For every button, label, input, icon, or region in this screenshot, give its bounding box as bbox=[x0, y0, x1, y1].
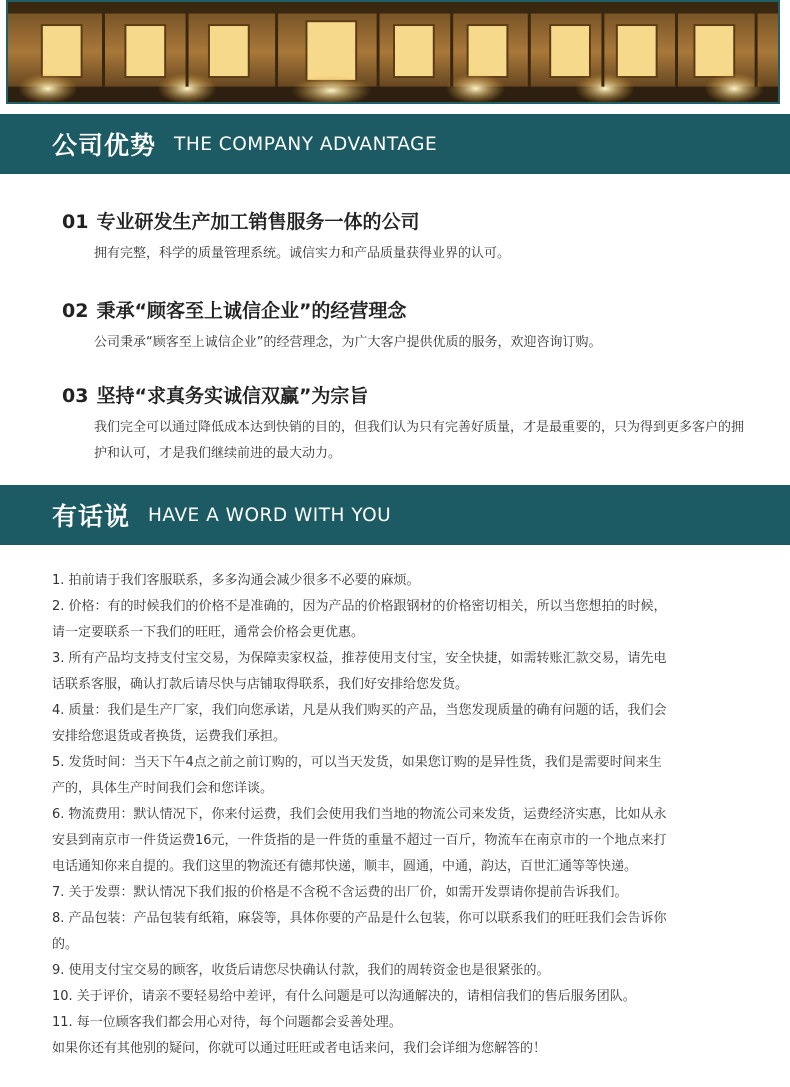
note-line: 安县到南京市一件货运费16元，一件货指的是一件货的重量不超过一百斤，物流车在南京市的一个地点来打 bbox=[52, 833, 667, 848]
note-line: 4. 质量：我们是生产厂家，我们向您承诺，凡是从我们购买的产品，当您发现质量的确有问题的话，我们会 bbox=[52, 703, 667, 718]
have-a-word-header bbox=[0, 485, 790, 545]
advantage-item-2 bbox=[62, 296, 752, 356]
notes-list bbox=[52, 568, 742, 1062]
section-title-en: THE COMPANY ADVANTAGE bbox=[174, 133, 438, 155]
advantage-title bbox=[62, 296, 752, 323]
advantage-title bbox=[62, 381, 752, 408]
note-line: 8. 产品包装：产品包装有纸箱，麻袋等，具体你要的产品是什么包装，你可以联系我们的旺旺我们会告诉你 bbox=[52, 911, 667, 926]
note-line: 的。 bbox=[52, 937, 79, 952]
advantage-number: 01 bbox=[62, 211, 89, 233]
note-line: 电话通知你来自提的。我们这里的物流还有德邦快递，顺丰，圆通，中通，韵达，百世汇通等等快递。 bbox=[52, 859, 638, 874]
note-line: 11. 每一位顾客我们都会用心对待，每个问题都会妥善处理。 bbox=[52, 1015, 402, 1030]
note-line: 3. 所有产品均支持支付宝交易，为保障卖家权益，推荐使用支付宝，安全快捷，如需转账汇款交易，请先电 bbox=[52, 651, 667, 666]
note-line: 话联系客服，确认打款后请尽快与店铺取得联系，我们好安排给您发货。 bbox=[52, 677, 469, 692]
note-line: 请一定要联系一下我们的旺旺，通常会价格会更优惠。 bbox=[52, 625, 365, 640]
advantage-item-3 bbox=[62, 381, 752, 467]
advantage-heading: 坚持“求真务实诚信双赢”为宗旨 bbox=[96, 385, 369, 407]
note-line: 如果你还有其他别的疑问，你就可以通过旺旺或者电话来问，我们会详细为您解答的！ bbox=[52, 1041, 547, 1056]
advantage-number: 02 bbox=[62, 300, 89, 322]
company-advantage-header bbox=[0, 114, 790, 174]
advantage-description: 公司秉承“顾客至上诚信企业”的经营理念，为广大客户提供优质的服务，欢迎咨询订购。 bbox=[94, 335, 602, 350]
note-line: 1. 拍前请于我们客服联系，多多沟通会减少很多不必要的麻烦。 bbox=[52, 573, 420, 588]
note-line: 安排给您退货或者换货，运费我们承担。 bbox=[52, 729, 287, 744]
note-line: 9. 使用支付宝交易的顾客，收货后请您尽快确认付款，我们的周转资金也是很紧张的。 bbox=[52, 963, 550, 978]
building-banner-image bbox=[6, 0, 780, 104]
section-title-zh: 有话说 bbox=[52, 502, 131, 531]
note-line: 5. 发货时间：当天下午4点之前之前订购的，可以当天发货，如果您订购的是异性货，我们是需要时间来生 bbox=[52, 755, 662, 770]
advantage-description: 拥有完整，科学的质量管理系统。诚信实力和产品质量获得业界的认可。 bbox=[94, 246, 511, 261]
note-line: 7. 关于发票：默认情况下我们报的价格是不含税不含运费的出厂价，如需开发票请你提前告诉我们。 bbox=[52, 885, 628, 900]
note-line: 10. 关于评价，请亲不要轻易给中差评，有什么问题是可以沟通解决的，请相信我们的售后服务团队。 bbox=[52, 989, 636, 1004]
section-title-zh: 公司优势 bbox=[52, 131, 157, 160]
advantage-number: 03 bbox=[62, 385, 89, 407]
building-facade-illustration bbox=[8, 2, 778, 102]
advantage-title bbox=[62, 207, 752, 234]
note-line: 产的，具体生产时间我们会和您详谈。 bbox=[52, 781, 274, 796]
advantage-item-1 bbox=[62, 207, 752, 267]
advantage-heading: 专业研发生产加工销售服务一体的公司 bbox=[96, 211, 420, 233]
note-line: 2. 价格：有的时候我们的价格不是准确的，因为产品的价格跟钢材的价格密切相关，所以当您想拍的时候， bbox=[52, 599, 667, 614]
note-line: 6. 物流费用：默认情况下，你来付运费，我们会使用我们当地的物流公司来发货，运费经济实惠，比如从永 bbox=[52, 807, 667, 822]
advantage-heading: 秉承“顾客至上诚信企业”的经营理念 bbox=[96, 300, 407, 322]
section-title-en: HAVE A WORD WITH YOU bbox=[148, 504, 392, 526]
advantage-description: 我们完全可以通过降低成本达到快销的目的，但我们认为只有完善好质量，才是最重要的，只为得到更多客户的拥护和认可，才是我们继续前进的最大动力。 bbox=[94, 420, 745, 461]
